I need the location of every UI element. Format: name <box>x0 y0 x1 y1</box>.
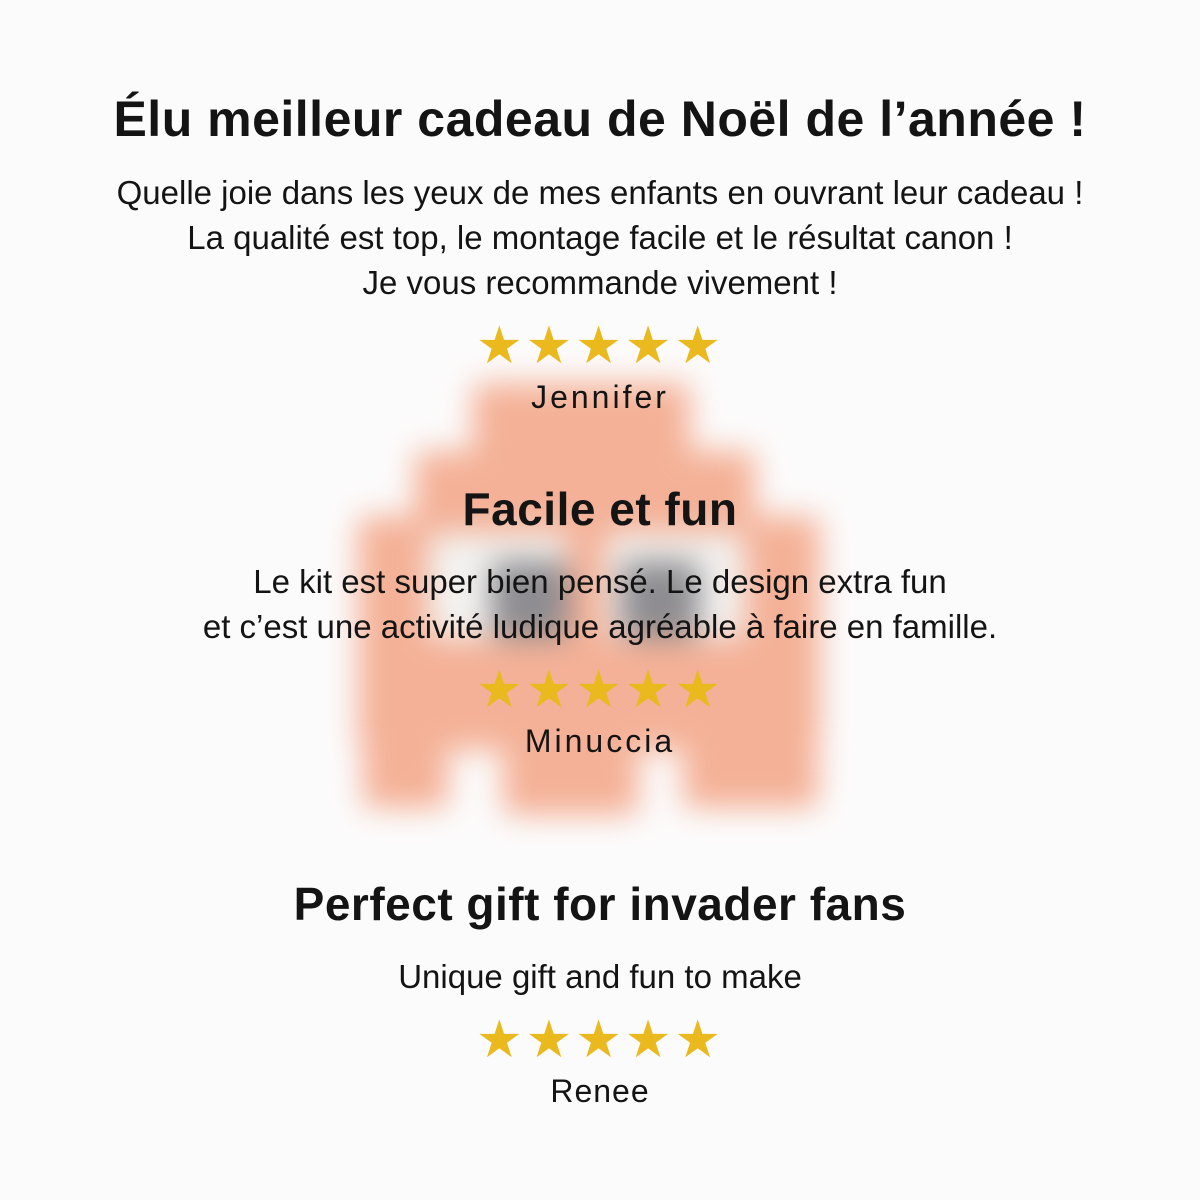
reviewer-name: Renee <box>550 1073 650 1109</box>
review-section-3 <box>0 876 1200 1111</box>
review-quote <box>0 559 1200 649</box>
review-title: Élu meilleur cadeau de Noël de l’année ! <box>113 91 1087 147</box>
reviewer-name: Minuccia <box>524 723 676 759</box>
review-quote <box>0 170 1200 305</box>
reviewer-name: Jennifer <box>531 379 669 415</box>
review-quote-line: Unique gift and fun to make <box>398 958 802 995</box>
review-section-1 <box>0 88 1200 417</box>
review-quote-line: La qualité est top, le montage facile et le résultat canon ! <box>187 219 1013 256</box>
review-quote-line: Le kit est super bien pensé. Le design extra fun <box>253 563 947 600</box>
star-rating: ★★★★★ <box>475 1010 725 1070</box>
review-quote <box>0 954 1200 999</box>
review-quote-line: Quelle joie dans les yeux de mes enfants en ouvrant leur cadeau ! <box>116 174 1084 211</box>
star-rating: ★★★★★ <box>475 660 725 720</box>
review-quote-line: et c’est une activité ludique agréable à faire en famille. <box>202 608 998 645</box>
review-section-2 <box>0 481 1200 761</box>
review-title: Facile et fun <box>462 483 738 535</box>
star-rating: ★★★★★ <box>475 316 725 376</box>
review-quote-line: Je vous recommande vivement ! <box>362 264 838 301</box>
review-title: Perfect gift for invader fans <box>293 878 907 930</box>
